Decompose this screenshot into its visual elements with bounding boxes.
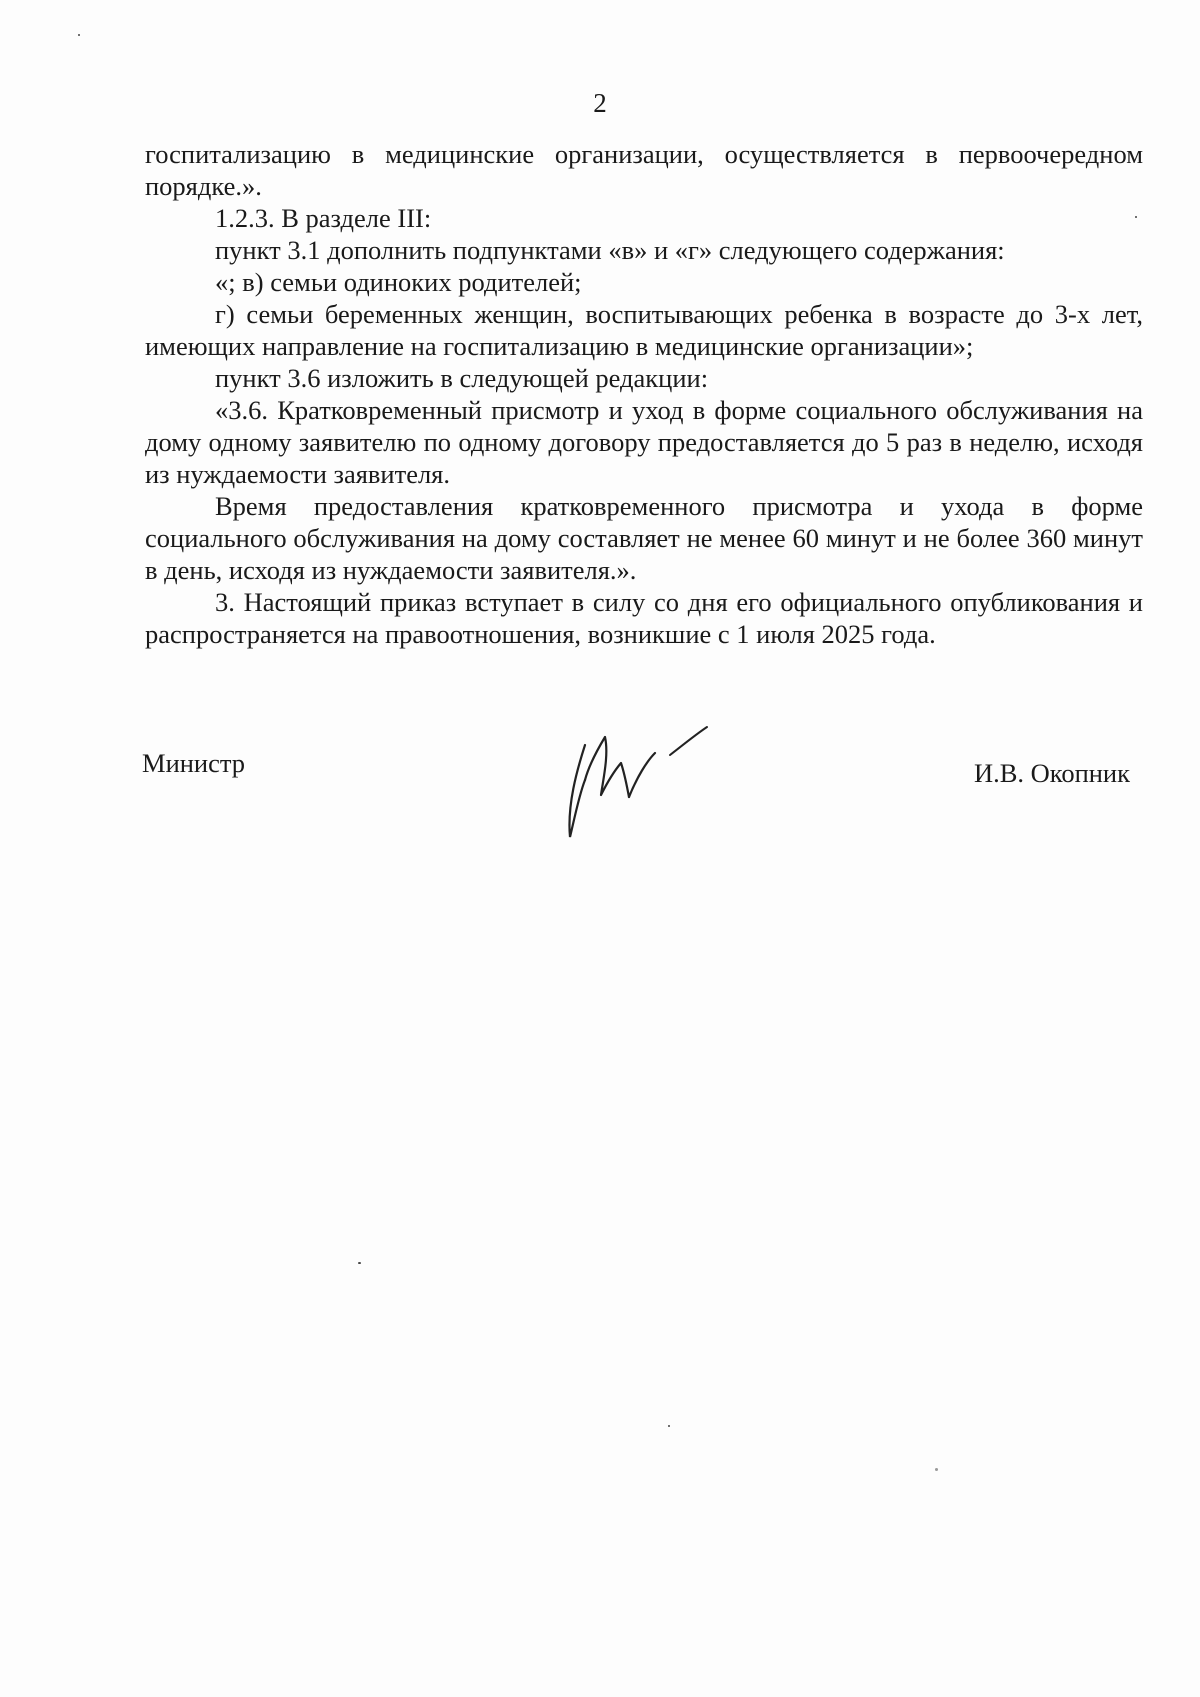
paragraph-item-3-6: пункт 3.6 изложить в следующей редакции:: [215, 363, 709, 393]
paragraph-continuation: госпитализацию в медицинские организации, осуществляется в первоочередном порядке.».: [145, 139, 1143, 201]
signatory-title: Министр: [142, 748, 246, 778]
handwritten-signature: [555, 725, 725, 845]
paragraph-subitem-v: «; в) семьи одиноких родителей;: [215, 267, 582, 297]
scan-speck: [935, 1468, 938, 1471]
signatory-name: И.В. Окопник: [973, 758, 1130, 788]
paragraph-quote-3-6: «3.6. Кратковременный присмотр и уход в форме социального обслуживания на дому одному заявителю по одному договору предоставляется до 5 раз в неделю, исходя из нуждаемости заявителя.: [145, 395, 1143, 489]
paragraph-effective-date: 3. Настоящий приказ вступает в силу со дня его официального опубликования и распространяется на правоотношения, возникшие с 1 июля 2025 года.: [145, 587, 1143, 649]
paragraph-section-heading: 1.2.3. В разделе III:: [215, 203, 432, 233]
scan-speck: [78, 34, 80, 36]
document-body: [145, 138, 1143, 650]
page-number: 2: [593, 88, 607, 118]
paragraph-subitem-g: г) семьи беременных женщин, воспитывающих ребенка в возрасте до 3-х лет, имеющих направление на госпитализацию в медицинские организации»;: [145, 299, 1143, 361]
scan-speck: [668, 1425, 670, 1427]
paragraph-item-3-1: пункт 3.1 дополнить подпунктами «в» и «г» следующего содержания:: [215, 235, 1005, 265]
scan-speck: [1135, 216, 1137, 218]
paragraph-time-provision: Время предоставления кратковременного присмотра и ухода в форме социального обслуживания на дому составляет не менее 60 минут и не более 360 минут в день, исходя из нуждаемости заявителя.».: [145, 491, 1143, 585]
scan-speck: [358, 1262, 361, 1264]
